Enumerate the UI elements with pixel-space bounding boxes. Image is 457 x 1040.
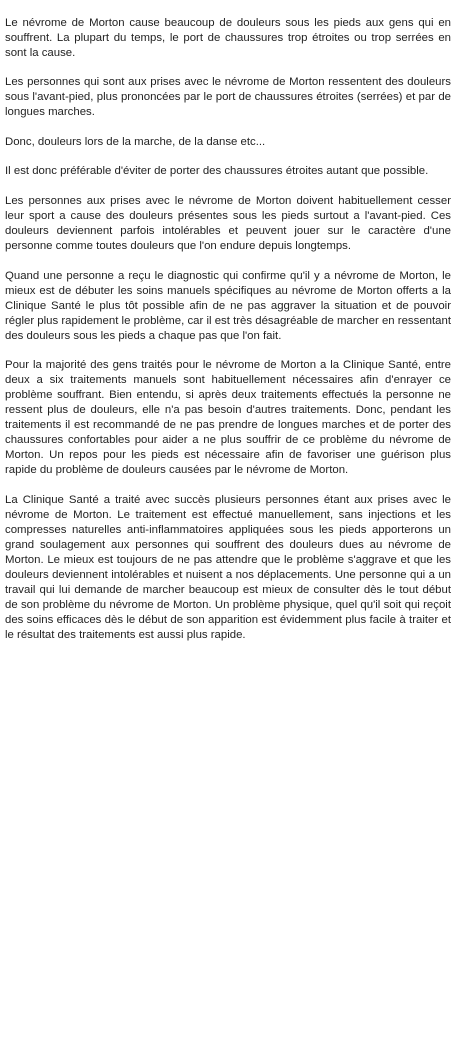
- article-paragraph: Quand une personne a reçu le diagnostic qui confirme qu'il y a névrome de Morton, le mieux est de débuter les soins manuels spécifiques au névrome de Morton offerts a la Clinique Santé le plus tôt possible afin de ne pas aggraver la situation et de pouvoir régler plus rapidement le problème, car il est très désagréable de marcher en ressentant des douleurs sous les pieds a chaque pas que l'on fait.: [5, 270, 451, 342]
- article-paragraph: Il est donc préférable d'éviter de porter des chaussures étroites autant que possible.: [5, 165, 429, 177]
- article-body: [5, 16, 451, 643]
- article-paragraph: La Clinique Santé a traité avec succès plusieurs personnes étant aux prises avec le névrome de Morton. Le traitement est effectué manuellement, sans injections et les compresses naturelles anti-inflammatoires appliquées sous les pieds apporterons un grand soulagement aux personnes qui souffrent des douleurs dues au névrome de Morton. Le mieux est toujours de ne pas attendre que le problème s'aggrave et que les douleurs deviennent intolérables et nuisent a nos déplacements. Une personne qui a un travail qui lui demande de marcher beaucoup est mieux de consulter dès le tout début de son problème du névrome de Morton. Un problème physique, quel qu'il soit qui reçoit des soins efficaces dès le début de son apparition est évidemment plus facile à traiter et le résultat des traitements est aussi plus rapide.: [5, 494, 451, 641]
- article-paragraph: Le névrome de Morton cause beaucoup de douleurs sous les pieds aux gens qui en souffrent. La plupart du temps, le port de chaussures trop étroites ou trop serrées en sont la cause.: [5, 17, 451, 59]
- article-paragraph: Donc, douleurs lors de la marche, de la danse etc...: [5, 136, 266, 148]
- article-paragraph: Les personnes aux prises avec le névrome de Morton doivent habituellement cesser leur sport a cause des douleurs présentes sous les pieds surtout a l'avant-pied. Ces douleurs deviennent parfois intolérables et peuvent jouer sur le caractère d'une personne comme toutes douleurs que l'on endure depuis longtemps.: [5, 195, 451, 252]
- article-paragraph: Les personnes qui sont aux prises avec le névrome de Morton ressentent des douleurs sous l'avant-pied, plus prononcées par le port de chaussures étroites (serrées) et par de longues marches.: [5, 76, 451, 118]
- article-paragraph: Pour la majorité des gens traités pour le névrome de Morton a la Clinique Santé, entre deux a six traitements manuels sont habituellement nécessaires afin d'enrayer ce problème souffrant. Bien entendu, si après deux traitements effectués la personne ne ressent plus de douleurs, elle n'a pas besoin d'autres traitements. Donc, pendant les traitements il est recommandé de ne pas prendre de longues marches et de porter des chaussures confortables pour aider a ne plus souffrir de ce problème du névrome de Morton. Un repos pour les pieds est nécessaire afin de favoriser une guérison plus rapide du problème de douleurs causées par le névrome de Morton.: [5, 359, 451, 476]
